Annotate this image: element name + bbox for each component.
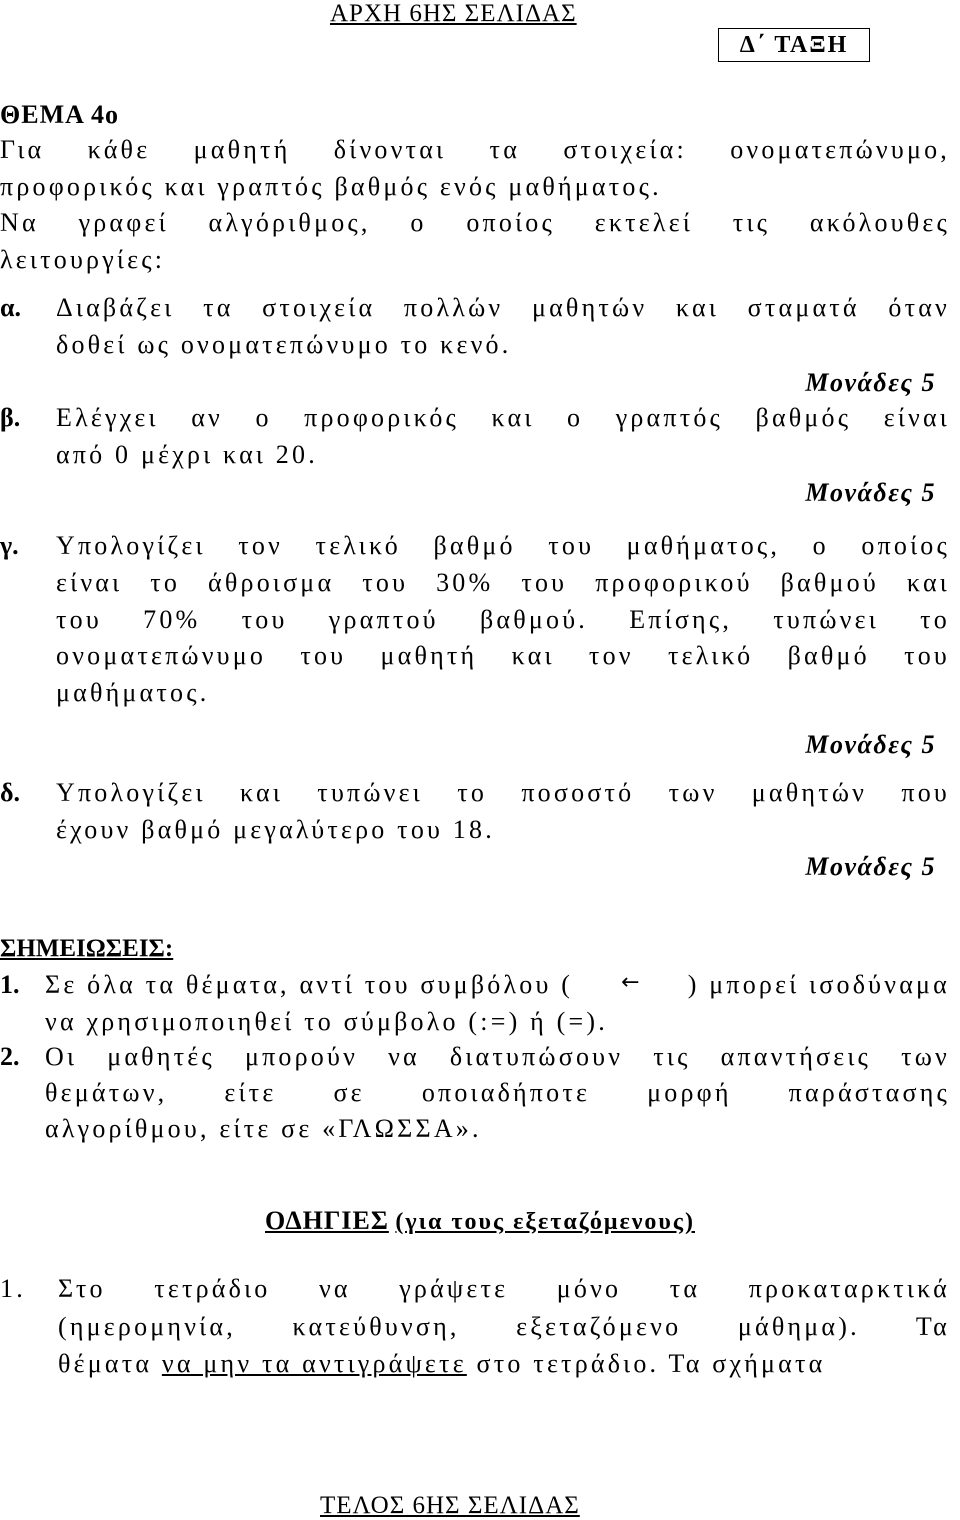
intro-line-3: Να γραφεί αλγόριθμος, ο οποίος εκτελεί τις ακόλουθες — [0, 208, 950, 237]
item-c-line-2: είναι το άθροισμα του 30% του προφορικού βαθμού και — [56, 568, 950, 597]
item-d-line-1: Υπολογίζει και τυπώνει το ποσοστό των μαθητών που — [56, 778, 950, 807]
instr-1-line-2: (ημερομηνία, κατεύθυνση, εξεταζόμενο μάθημα). Τα — [58, 1312, 950, 1341]
note-2-line-2: θεμάτων, είτε σε οποιαδήποτε μορφή παράστασης — [45, 1078, 950, 1107]
intro-line-2: προφορικός και γραπτός βαθμός ενός μαθήματος. — [0, 172, 662, 201]
item-b-line-2: από 0 μέχρι και 20. — [56, 440, 318, 469]
item-d-line-2: έχουν βαθμό μεγαλύτερο του 18. — [56, 815, 495, 844]
item-d-score: Μονάδες 5 — [805, 852, 936, 881]
class-box: Δ΄ ΤΑΞΗ — [718, 28, 870, 62]
note-2-line-3: αλγορίθμου, είτε σε «ΓΛΩΣΣΑ». — [45, 1114, 482, 1143]
intro-line-1: Για κάθε μαθητή δίνονται τα στοιχεία: ονοματεπώνυμο, — [0, 135, 950, 164]
item-b-score: Μονάδες 5 — [805, 478, 936, 507]
instr-1-label: 1. — [0, 1274, 26, 1303]
item-c-line-4: ονοματεπώνυμο του μαθητή και τον τελικό βαθμό του — [56, 641, 950, 670]
note-1-line-1 — [45, 970, 950, 1000]
item-c-line-5: μαθήματος. — [56, 678, 210, 707]
notes-title: ΣΗΜΕΙΩΣΕΙΣ: — [0, 935, 174, 962]
item-d-label: δ. — [0, 778, 20, 807]
item-c-score: Μονάδες 5 — [805, 730, 936, 759]
instructions-title — [0, 1206, 960, 1236]
instr-1-line-3-a: θέματα — [58, 1349, 162, 1378]
item-b-label: β. — [0, 403, 21, 432]
instructions-title-main: ΟΔΗΓΙΕΣ — [265, 1206, 389, 1235]
intro-line-4: λειτουργίες: — [0, 245, 166, 274]
instr-1-line-3-underlined: να μην τα αντιγράψετε — [161, 1349, 467, 1378]
note-2-label: 2. — [0, 1042, 20, 1071]
note-1-label: 1. — [0, 970, 20, 999]
topic-title: ΘΕΜΑ 4ο — [0, 100, 119, 129]
item-c-line-3: του 70% του γραπτού βαθμού. Επίσης, τυπώνει το — [56, 605, 950, 634]
item-a-label: α. — [0, 293, 22, 322]
page-header: ΑΡΧΗ 6ΗΣ ΣΕΛΙΔΑΣ — [330, 0, 577, 27]
note-2-line-1: Οι μαθητές μπορούν να διατυπώσουν τις απαντήσεις των — [45, 1042, 950, 1071]
instr-1-line-3-b: στο τετράδιο. Τα σχήματα — [466, 1349, 826, 1378]
item-a-score: Μονάδες 5 — [805, 368, 936, 397]
instr-1-line-1: Στο τετράδιο να γράψετε μόνο τα προκαταρκτικά — [58, 1274, 950, 1303]
item-a-line-2: δοθεί ως ονοματεπώνυμο το κενό. — [56, 330, 512, 359]
item-c-label: γ. — [0, 531, 19, 560]
instructions-title-sub: (για τους εξεταζόμενους) — [395, 1209, 695, 1235]
item-c-line-1: Υπολογίζει τον τελικό βαθμό του μαθήματος, ο οποίος — [56, 531, 950, 560]
instr-1-line-3 — [58, 1349, 950, 1379]
note-1-text-a: Σε όλα τα θέματα, αντί του συμβόλου ( — [45, 970, 574, 999]
item-a-line-1: Διαβάζει τα στοιχεία πολλών μαθητών και σταματά όταν — [56, 293, 950, 322]
note-1-text-b: ) μπορεί ισοδύναμα — [687, 970, 950, 999]
page-footer: ΤΕΛΟΣ 6ΗΣ ΣΕΛΙΔΑΣ — [320, 1492, 580, 1519]
note-1-line-2: να χρησιμοποιηθεί το σύμβολο (:=) ή (=). — [45, 1007, 608, 1036]
item-b-line-1: Ελέγχει αν ο προφορικός και ο γραπτός βαθμός είναι — [56, 403, 950, 432]
left-arrow-icon: ← — [621, 970, 640, 995]
